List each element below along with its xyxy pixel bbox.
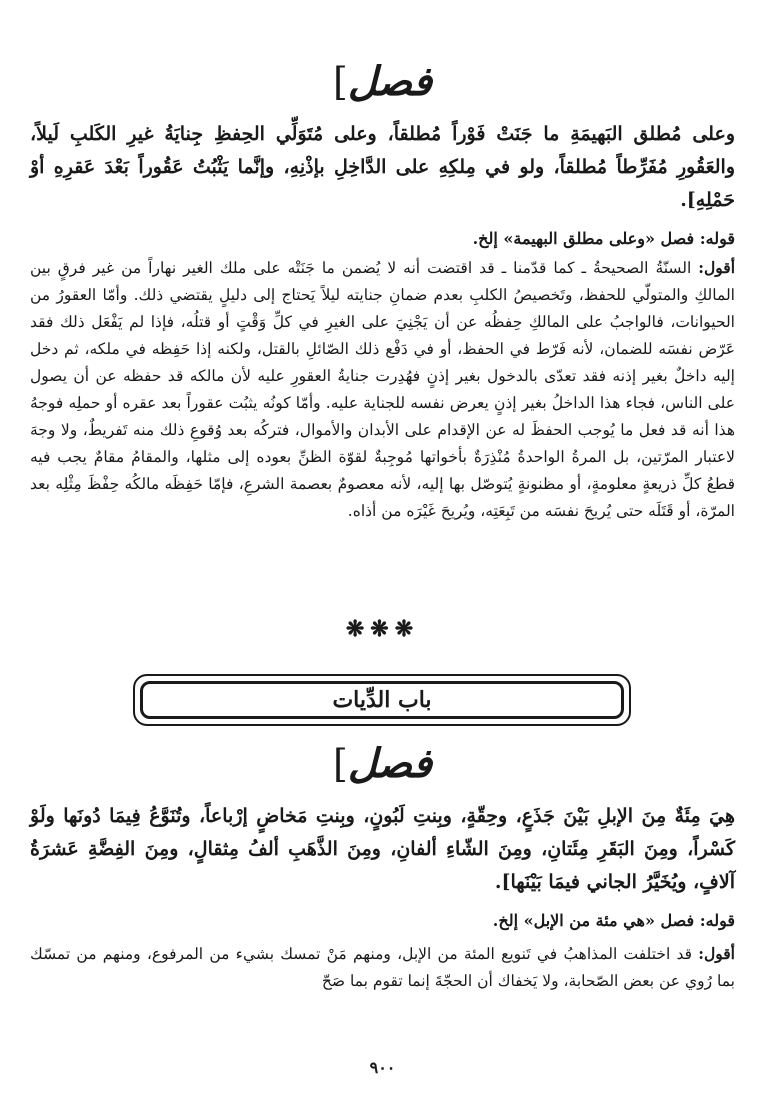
chapter-title-box	[133, 674, 631, 726]
matn-text-2: هِيَ مِئَةٌ مِنَ الإبلِ بَيْنَ جَذَعٍ، وحِقّةٍ، وبِنتِ لَبُونٍ، وبِنتِ مَخاضٍ إرْباعاً، وتُنَوَّعُ فِيمَا دُونَها ولَوْ كَسْراً، ومِنَ البَقَرِ مِئَتانِ، ومِنَ الشّاءِ ألفانِ، ومِنَ الذَّهَبِ ألفُ مِثقالٍ، ومِنَ الفِضَّةِ عَشرَةُ آلافٍ، ويُخَيَّرُ الجاني فيمَا بَيْنَها].	[30, 805, 735, 893]
section-separator: ❋❋❋	[345, 616, 420, 642]
matn-text-1: وعلى مُطلق البَهيمَةِ ما جَنَتْ فَوْراً مُطلقاً، وعلى مُتَوَلِّي الحِفظِ جِنايَةُ غيرِ الكَلبِ لَيلاً، والعَقُورِ مُفَرِّطاً مُطلقاً، ولو في مِلكِهِ على الدَّاخِلِ بإذْنِهِ، وإنَّما يَثْبُتُ عَقُوراً بَعْدَ عَقرِهِ أوْ حَمْلِهِ].	[30, 123, 735, 211]
chapter-title: باب الدِّيات	[140, 681, 624, 719]
sharh-lead-1: أقول:	[698, 258, 736, 277]
section-heading-fasl-2	[0, 740, 765, 787]
heading-text: فصل	[347, 58, 432, 105]
heading-text: فصل	[347, 740, 432, 787]
heading-bracket: [	[333, 60, 348, 104]
sharh-text-1	[30, 254, 735, 525]
section-heading-fasl-1	[0, 58, 765, 105]
heading-bracket: [	[333, 742, 348, 786]
page-number: ٩٠٠	[369, 1058, 396, 1077]
sharh-body-1: السنّةُ الصحيحةُ ـ كما قدّمنا ـ قد اقتضت أنه لا يُضمن ما جَنَتْه على ملك الغير نهاراً من غير فرقٍ بين المالكِ والمتولّي للحفظ، وتَخصيصُ الكلبِ بعدم ضمانِ جنايته ليلاً يَحتاج إلى دليلٍ يقتضي ذلك. وأمّا العقورُ من الحيوانات، فالواجبُ على المالكِ حِفظُه عن أن يَجْنِيَ على الغيرِ في كلِّ وَقْتٍ أو قتلُه، فإذا لم يَفْعَل ذلك فقد عَرّض نفسَه للضمان، لأنه فَرّط في الحفظ، أو في دَفْع ذلك الصّائلِ بالقتل، ولكنه إذا حَفِظه في ملكه، ثم دخل إليه داخلٌ بغير إذنه فقد تعدّى بالدخول بغير إذنٍ فهُدِرت جنايةُ العقورِ عليه لأن مالكه قد حفظه عن أن يصول على الناس، فجاء هذا الداخلُ بغير إذنٍ يعرض نفسه للجناية عليه. وأمّا كونُه يثبُت عقوراً بعد عقره أو حملِه فوجهُ هذا أنه قد فعل ما يُوجب الحفظَ له عن الإقدام على الأبدان والأموال، فتركُه بعد وُقوعِ ذلك منه تَفريطٌ، ولا وجهَ لاعتبار المرّتين، بل المرةُ الواحدةُ مُنْذِرَةٌ بأخواتها مُوجِبةٌ لقوّة الظنِّ بعوده إلى مثلها، والمقامُ مقامٌ يجب فيه قطعُ كلِّ ذريعةٍ معلومةٍ، أو مظنونةٍ يُتوصّل بها إليه، لأنه معصومٌ بعصمة الشرعِ، فإمّا حَفِظَه مالكُه حِفْظَ مِثْلِه بعد المرّة، أو قَتَلَه حتى يُريحَ نفسَه من تَبِعَتِه، ويُريحَ غَيْرَه من أذاه.	[30, 259, 735, 520]
sharh-body-2: قد اختلفت المذاهبُ في تَنويع المئة من الإبل، ومنهم مَنْ تمسك بشيء من المرفوع، ومنهم من تمسّك بما رُوي عن بعض الصّحابة، ولا يَخفاك أن الحجّةَ إنما تقوم بما صَحّ	[30, 945, 735, 990]
sharh-text-2	[30, 940, 735, 995]
qawluh-line-2: قوله: فصل «هي مئة من الإبل» إلخ.	[492, 911, 735, 930]
qawluh-line-1: قوله: فصل «وعلى مطلق البهيمة» إلخ.	[472, 229, 735, 248]
sharh-lead-2: أقول:	[698, 944, 735, 963]
